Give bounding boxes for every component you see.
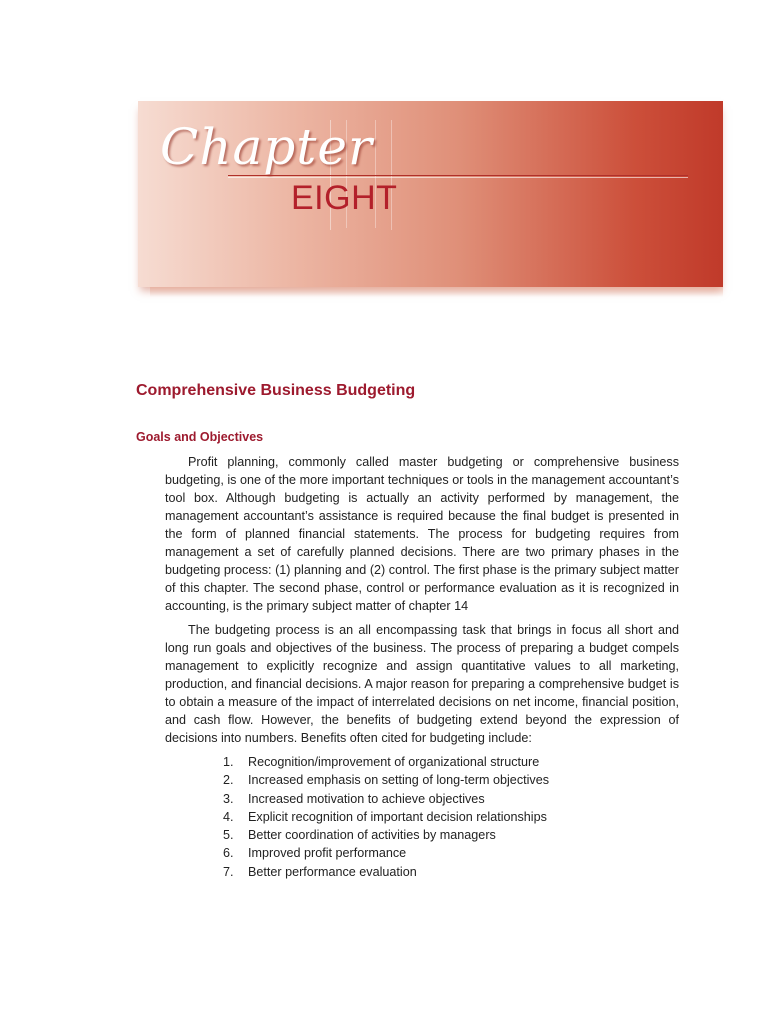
paragraph: The budgeting process is an all encompassing task that brings in focus all short and long run goals and objectives of the business. The process of preparing a budget compels management to explicitly recognize and assign quantitative values to all marketing, production, and financial decisions. A major reason for preparing a comprehensive budget is to obtain a measure of the impact of interrelated decisions on net income, financial position, and cash flow. However, the benefits of budgeting extend beyond the expression of decisions into numbers. Benefits often cited for budgeting include: xyxy=(165,623,679,745)
list-item-text: Better coordination of activities by managers xyxy=(248,828,496,843)
list-item-text: Increased emphasis on setting of long-term objectives xyxy=(248,773,550,788)
list-item xyxy=(223,863,679,881)
banner-rule xyxy=(228,175,688,176)
list-item xyxy=(223,771,679,789)
list-item-number: 7. xyxy=(223,864,234,879)
list-item xyxy=(223,826,679,844)
list-item-number: 2. xyxy=(223,773,234,788)
page-title: Comprehensive Business Budgeting xyxy=(136,382,416,399)
paragraph: Profit planning, commonly called master budgeting or comprehensive business budgeting, is one of the more important techniques or tools in the management accountant’s tool box. Although budgeting is actually an activity performed by management, the management accountant’s assistance is required because the final budget is presented in the form of planned financial statements. The process for budgeting requires from management a set of carefully planned decisions. There are two primary phases in the budgeting process: (1) planning and (2) control. The first phase is the primary subject matter of this chapter. The second phase, control or performance evaluation as it is recognized in accounting, is the primary subject matter of chapter 14 xyxy=(165,455,679,613)
list-item-text: Improved profit performance xyxy=(248,846,407,861)
banner-rule-highlight xyxy=(228,177,688,178)
chapter-number: EIGHT xyxy=(291,179,398,217)
section-heading: Goals and Objectives xyxy=(136,430,264,444)
chapter-word: Chapter xyxy=(160,118,373,176)
list-item-number: 1. xyxy=(223,755,234,769)
list-item-text: Increased motivation to achieve objectives xyxy=(248,791,485,806)
benefits-list xyxy=(165,753,679,881)
list-item xyxy=(223,844,679,862)
list-item-text: Recognition/improvement of organizational structure xyxy=(248,755,540,769)
list-item-text: Explicit recognition of important decision relationships xyxy=(248,809,547,824)
banner-shadow xyxy=(150,287,723,297)
list-item xyxy=(223,808,679,826)
list-item-number: 4. xyxy=(223,809,234,824)
list-item-number: 6. xyxy=(223,846,234,861)
body-text xyxy=(165,453,679,881)
list-item xyxy=(223,753,679,771)
list-item-number: 3. xyxy=(223,791,234,806)
list-item xyxy=(223,790,679,808)
list-item-number: 5. xyxy=(223,828,234,843)
list-item-text: Better performance evaluation xyxy=(248,864,417,879)
